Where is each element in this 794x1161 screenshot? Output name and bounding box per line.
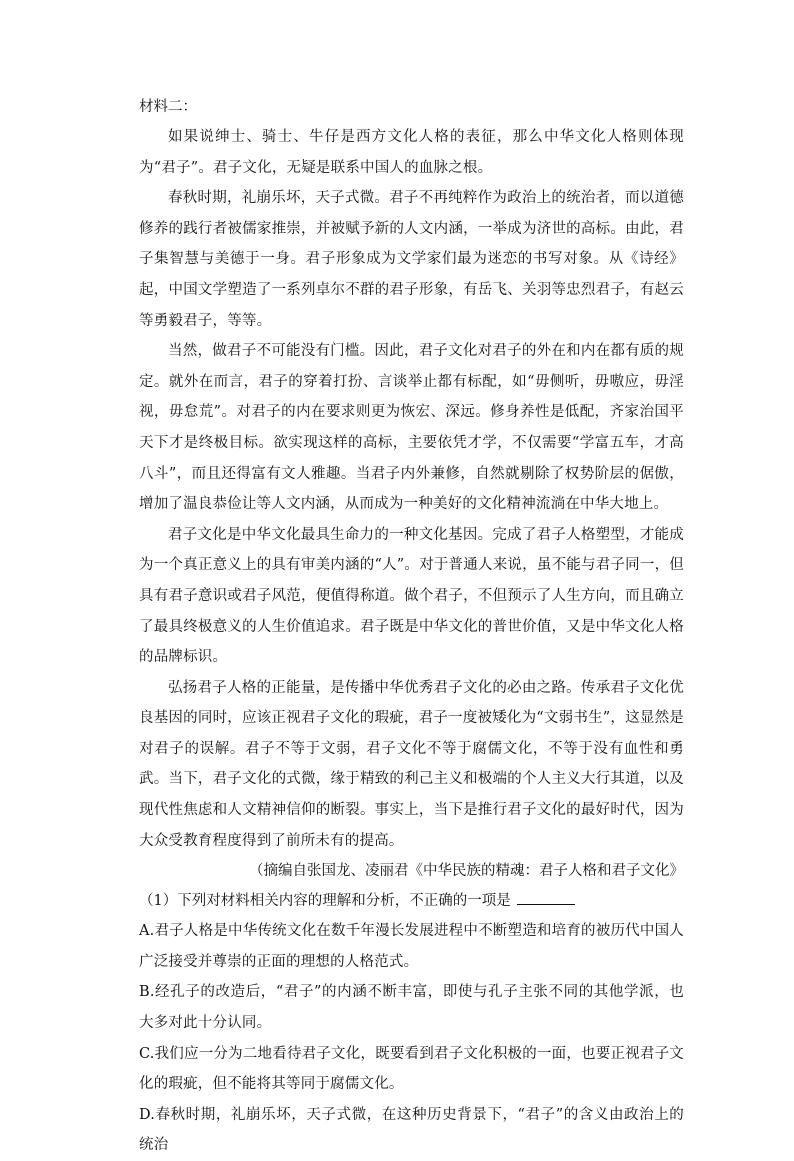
paragraph-3: 当然，做君子不可能没有门槛。因此，君子文化对君子的外在和内在都有质的规定。就外在而言，君子的穿着打扮、言谈举止都有标配，如“毋侧听，毋嗷应，毋淫视，毋怠荒”。对君子的内在要求则更为恢宏、深远。修身养性是低配，齐家治国平天下才是终极目标。欲实现这样的高标，主要依凭才学，不仅需要“学富五车，才高八斗”，而且还得富有文人雅趣。当君子内外兼修，自然就剔除了权势阶层的倨傲，增加了温良恭俭让等人文内涵，从而成为一种美好的文化精神流淌在中华大地上。 [139,343,684,513]
source-citation: （摘编自张国龙、凌丽君《中华民族的精魂：君子人格和君子文化》 [249,863,684,880]
option-a: A.君子人格是中华传统文化在数千年漫长发展进程中不断塑造和培育的被历代中国人广泛接受并尊崇的正面的理想的人格范式。 [139,923,684,970]
question-stem [139,886,684,916]
paragraph-4: 君子文化是中华文化最具生命力的一种文化基因。完成了君子人格塑型，才能成为一个真正意义上的具有审美内涵的“人”。对于普通人来说，虽不能与君子同一，但具有君子意识或君子风范，便值得称道。做个君子，不但预示了人生方向，而且确立了最具终极意义的人生价值追求。君子既是中华文化的普世价值，又是中华文化人格的品牌标识。 [139,526,684,666]
paragraph-5: 弘扬君子人格的正能量，是传播中华优秀君子文化的必由之路。传承君子文化优良基因的同时，应该正视君子文化的瑕疵，君子一度被矮化为“文弱书生”，这显然是对君子的误解。君子不等于文弱，君子文化不等于腐儒文化，不等于没有血性和勇武。当下，君子文化的式微，缘于精致的利己主义和极端的个人主义大行其道，以及现代性焦虑和人文精神信仰的断裂。事实上，当下是推行君子文化的最好时代，因为大众受教育程度得到了前所未有的提高。 [139,679,684,849]
answer-blank [517,890,575,905]
option-b: B.经孔子的改造后，“君子”的内涵不断丰富，即使与孔子主张不同的其他学派，也大多对此十分认同。 [139,984,684,1032]
paragraph-1: 如果说绅士、骑士、牛仔是西方文化人格的表征，那么中华文化人格则体现为“君子”。君子文化，无疑是联系中国人的血脉之根。 [139,129,684,176]
paragraph-2: 春秋时期，礼崩乐坏，天子式微。君子不再纯粹作为政治上的统治者，而以道德修养的践行者被儒家推崇，并被赋予新的人文内涵，一举成为济世的高标。由此，君子集智慧与美德于一身。君子形象成为文学家们最为迷恋的书写对象。从《诗经》起，中国文学塑造了一系列卓尔不群的君子形象，有岳飞、关羽等忠烈君子，有赵云等勇毅君子，等等。 [139,190,684,329]
option-d: D.春秋时期，礼崩乐坏，天子式微，在这种历史背景下，“君子”的含义由政治上的统治 [139,1106,684,1154]
question-stem-text: （1）下列对材料相关内容的理解和分析，不正确的一项是 [139,893,511,910]
material-heading: 材料二： [139,99,197,115]
option-c: C.我们应一分为二地看待君子文化，既要看到君子文化积极的一面，也要正视君子文化的瑕疵，但不能将其等同于腐儒文化。 [139,1045,684,1093]
